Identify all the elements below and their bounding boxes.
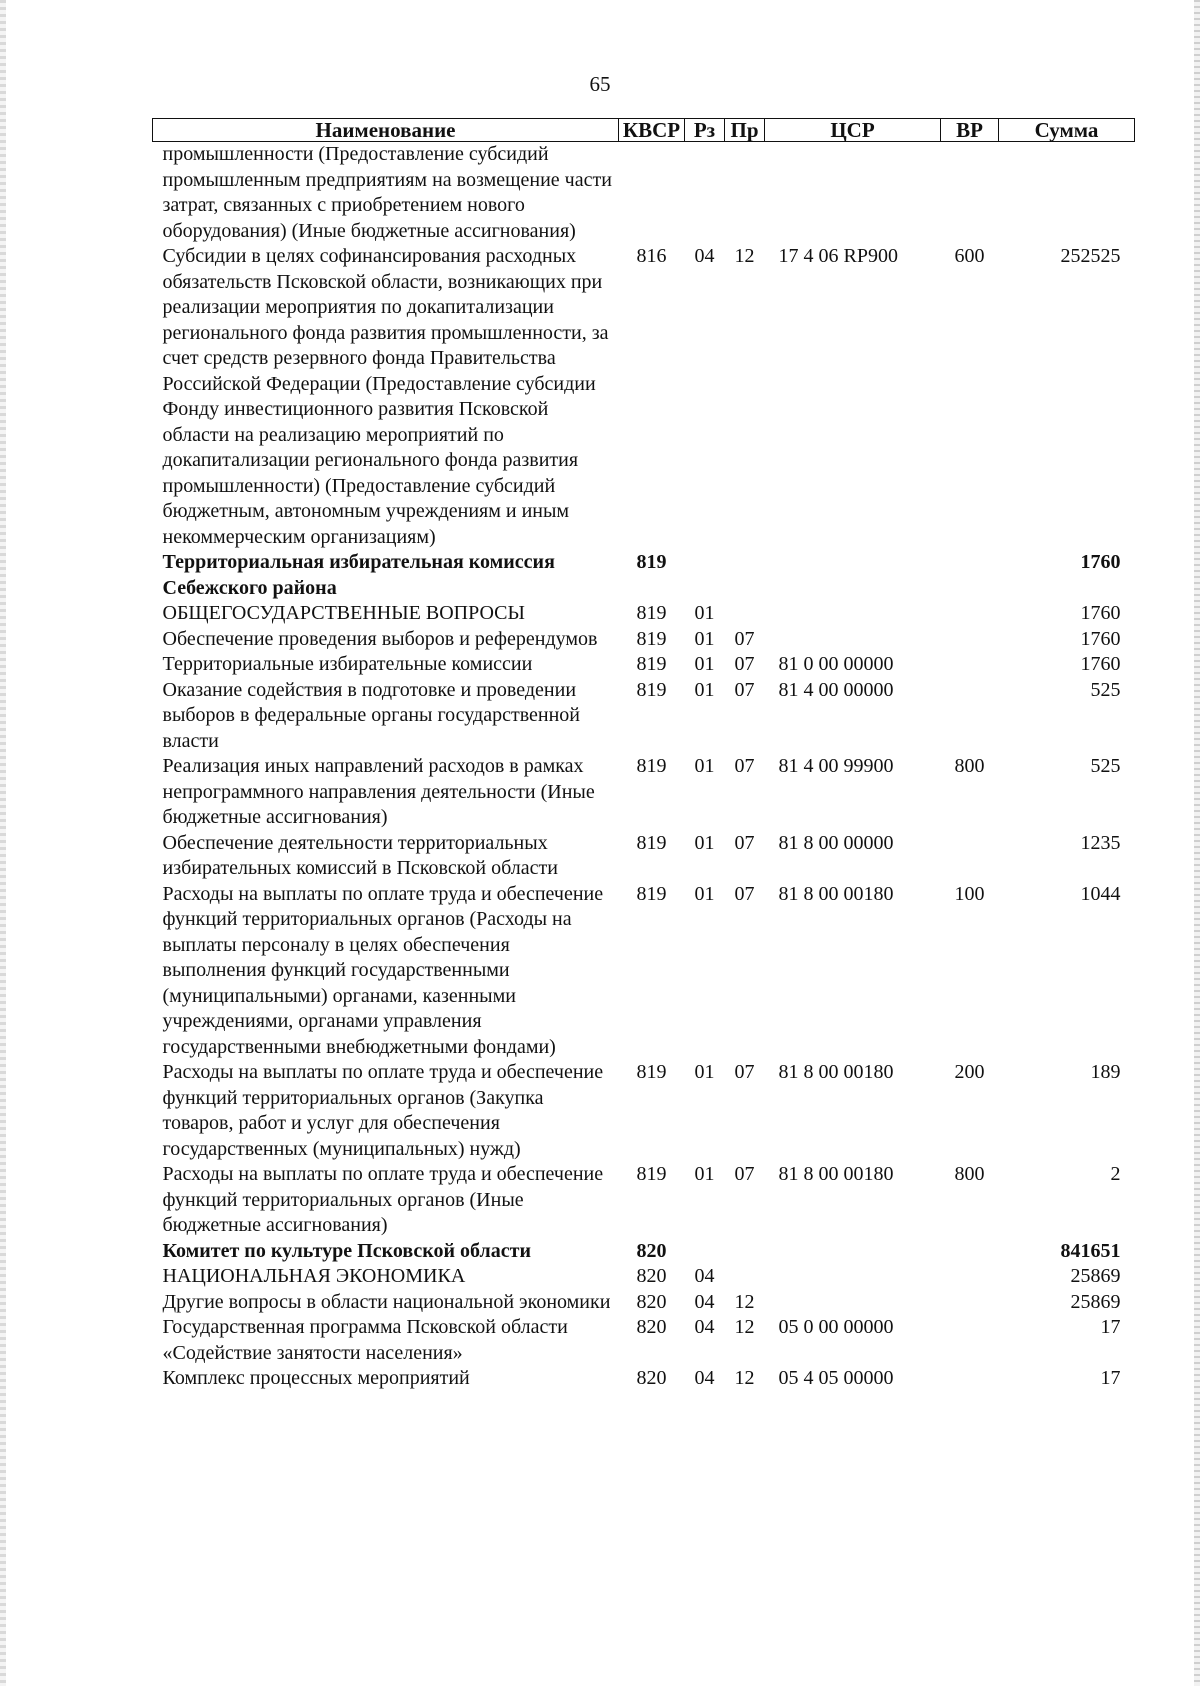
row-rz: 04	[694, 1367, 715, 1389]
row-kvsr: 820	[636, 1290, 667, 1313]
row-sum: 525	[1090, 755, 1121, 777]
page-number: 65	[589, 72, 611, 96]
row-vr	[941, 601, 999, 627]
row-rz: 04	[694, 1316, 715, 1338]
row-name: Комитет по культуре Псковской области	[162, 1239, 532, 1262]
table-row	[153, 142, 1135, 245]
row-name: Субсидии в целях софинансирования расходных обязательств Псковской области, возникающих при реализации мероприятия по докапитализации регионального фонда развития промышленности, за счет средств резервного фонда Правительства Российской Федерации (Предоставление субсидии Фонду инвестиционного развития Псковской области на реализацию мероприятий по докапитализации регионального фонда развития промышленности) (Предоставление субсидий бюджетным, автономным учреждениям и иным некоммерческим организациям)	[162, 245, 609, 548]
table-row	[153, 1162, 1135, 1239]
row-sum	[999, 142, 1135, 245]
row-rz: 01	[694, 602, 715, 624]
table-row	[153, 1290, 1135, 1316]
row-csr	[765, 1290, 941, 1316]
table-row	[153, 601, 1135, 627]
row-kvsr: 820	[636, 1265, 667, 1287]
table-row	[153, 831, 1135, 882]
row-name: Территориальная избирательная комиссия Себежского района	[162, 551, 555, 599]
row-rz: 04	[694, 245, 715, 267]
row-kvsr: 819	[636, 627, 667, 650]
row-name: Другие вопросы в области национальной экономики	[162, 1290, 611, 1313]
row-vr	[941, 831, 999, 882]
row-pr: 12	[734, 1290, 755, 1313]
row-sum: 1760	[1080, 602, 1121, 624]
row-vr: 200	[954, 1061, 985, 1083]
row-vr	[941, 652, 999, 678]
row-csr	[765, 550, 941, 601]
row-kvsr: 819	[636, 1061, 667, 1083]
row-sum: 252525	[1060, 245, 1121, 267]
table-row	[153, 882, 1135, 1061]
row-csr	[765, 601, 941, 627]
row-vr	[941, 1315, 999, 1366]
row-pr: 07	[734, 1061, 755, 1083]
table-row	[153, 1315, 1135, 1366]
row-csr: 81 4 00 00000	[778, 678, 894, 701]
scan-edge-left	[0, 0, 6, 1686]
row-kvsr: 819	[636, 882, 667, 905]
row-sum: 25869	[1070, 1290, 1121, 1313]
table-row	[153, 754, 1135, 831]
row-vr	[941, 142, 999, 245]
row-rz	[685, 550, 725, 601]
row-kvsr: 819	[636, 755, 667, 777]
row-rz	[685, 142, 725, 245]
row-name: Расходы на выплаты по оплате труда и обеспечение функций территориальных органов (Иные бюджетные ассигнования)	[162, 1163, 604, 1236]
row-sum: 2	[1110, 1163, 1121, 1185]
row-vr	[941, 627, 999, 653]
table-row	[153, 627, 1135, 653]
row-rz	[685, 1239, 725, 1265]
table-row	[153, 678, 1135, 755]
row-name: Оказание содействия в подготовке и проведении выборов в федеральные органы государственной власти	[162, 678, 580, 752]
row-name: Территориальные избирательные комиссии	[162, 653, 533, 675]
table-row	[153, 244, 1135, 550]
row-kvsr: 819	[636, 551, 667, 573]
row-vr: 800	[954, 755, 985, 777]
row-name: ОБЩЕГОСУДАРСТВЕННЫЕ ВОПРОСЫ	[162, 602, 525, 624]
row-pr	[725, 550, 765, 601]
row-vr: 100	[954, 882, 985, 905]
row-rz: 01	[694, 627, 715, 650]
row-rz: 01	[694, 831, 715, 854]
row-name: Обеспечение проведения выборов и референдумов	[162, 627, 598, 650]
row-kvsr: 820	[636, 1239, 667, 1262]
row-pr: 12	[734, 1316, 755, 1338]
row-sum: 17	[1100, 1316, 1121, 1338]
row-vr	[941, 1366, 999, 1392]
column-header-pr: Пр	[725, 119, 765, 142]
row-csr: 81 8 00 00180	[778, 1061, 894, 1083]
table-row	[153, 1060, 1135, 1162]
row-csr: 17 4 06 RP900	[778, 245, 898, 267]
row-pr: 07	[734, 1163, 755, 1185]
row-csr: 05 4 05 00000	[778, 1367, 894, 1389]
row-kvsr: 819	[636, 678, 667, 701]
row-sum: 25869	[1070, 1265, 1121, 1287]
row-name: Расходы на выплаты по оплате труда и обеспечение функций территориальных органов (Закупка товаров, работ и услуг для обеспечения государственных (муниципальных) нужд)	[162, 1061, 604, 1160]
row-name: Расходы на выплаты по оплате труда и обеспечение функций территориальных органов (Расходы на выплаты персоналу в целях обеспечения выполнения функций государственными (муниципальными) органами, казенными учреждениями, органами управления государственными внебюджетными фондами)	[162, 882, 604, 1058]
row-pr: 07	[734, 678, 755, 701]
row-vr: 800	[954, 1163, 985, 1185]
row-name: промышленности (Предоставление субсидий промышленным предприятиям на возмещение части затрат, связанных с приобретением нового оборудования) (Иные бюджетные ассигнования)	[162, 143, 612, 242]
row-kvsr: 819	[636, 602, 667, 624]
row-name: Комплекс процессных мероприятий	[162, 1367, 470, 1389]
row-sum: 1760	[1080, 551, 1121, 573]
row-sum: 1044	[1080, 882, 1121, 905]
row-vr	[941, 678, 999, 755]
column-header-vr: ВР	[941, 119, 999, 142]
row-csr	[765, 142, 941, 245]
row-csr: 05 0 00 00000	[778, 1316, 894, 1338]
row-rz: 01	[694, 653, 715, 675]
row-pr	[725, 601, 765, 627]
column-header-csr: ЦСР	[765, 119, 941, 142]
row-kvsr: 820	[636, 1367, 667, 1389]
row-sum: 189	[1090, 1061, 1121, 1083]
row-pr: 12	[734, 245, 755, 267]
row-sum: 1235	[1080, 831, 1121, 854]
row-name: Государственная программа Псковской области «Содействие занятости населения»	[162, 1316, 568, 1364]
row-pr: 07	[734, 627, 755, 650]
row-pr: 07	[734, 653, 755, 675]
row-rz: 01	[694, 755, 715, 777]
row-kvsr: 819	[636, 653, 667, 675]
row-name: НАЦИОНАЛЬНАЯ ЭКОНОМИКА	[162, 1265, 466, 1287]
table-row	[153, 1239, 1135, 1265]
row-csr: 81 8 00 00180	[778, 882, 894, 905]
column-header-sum: Сумма	[999, 119, 1135, 142]
table-row	[153, 1366, 1135, 1392]
row-rz: 01	[694, 1061, 715, 1083]
row-kvsr: 819	[636, 831, 667, 854]
row-rz: 01	[694, 678, 715, 701]
row-pr: 07	[734, 755, 755, 777]
row-sum: 17	[1100, 1367, 1121, 1389]
row-kvsr: 816	[636, 245, 667, 267]
budget-table	[152, 118, 1135, 1392]
row-csr	[765, 627, 941, 653]
row-csr	[765, 1239, 941, 1265]
row-vr	[941, 1264, 999, 1290]
row-rz: 04	[694, 1265, 715, 1287]
row-csr: 81 0 00 00000	[778, 653, 894, 675]
row-sum: 1760	[1080, 653, 1121, 675]
row-sum: 841651	[1060, 1239, 1121, 1262]
row-csr: 81 4 00 99900	[778, 755, 894, 777]
table-row	[153, 550, 1135, 601]
row-name: Реализация иных направлений расходов в рамках непрограммного направления деятельности (Иные бюджетные ассигнования)	[162, 755, 595, 828]
table-header-row	[153, 119, 1135, 142]
column-header-name: Наименование	[153, 119, 619, 142]
row-kvsr: 820	[636, 1316, 667, 1338]
column-header-kvsr: КВСР	[619, 119, 685, 142]
scan-edge-right	[1194, 0, 1200, 1686]
row-csr: 81 8 00 00000	[778, 831, 894, 854]
row-csr: 81 8 00 00180	[778, 1163, 894, 1185]
row-sum: 1760	[1080, 627, 1121, 650]
row-vr	[941, 550, 999, 601]
row-vr	[941, 1290, 999, 1316]
row-pr: 12	[734, 1367, 755, 1389]
column-header-rz: Рз	[685, 119, 725, 142]
row-pr	[725, 1239, 765, 1265]
row-pr: 07	[734, 831, 755, 854]
row-pr	[725, 1264, 765, 1290]
row-csr	[765, 1264, 941, 1290]
row-kvsr: 819	[636, 1163, 667, 1185]
row-rz: 01	[694, 1163, 715, 1185]
row-pr	[725, 142, 765, 245]
row-kvsr	[619, 142, 685, 245]
table-row	[153, 1264, 1135, 1290]
row-rz: 04	[694, 1290, 715, 1313]
table-body	[153, 142, 1135, 1392]
row-sum: 525	[1090, 678, 1121, 701]
row-pr: 07	[734, 882, 755, 905]
row-vr: 600	[954, 245, 985, 267]
row-vr	[941, 1239, 999, 1265]
table-row	[153, 652, 1135, 678]
row-rz: 01	[694, 882, 715, 905]
row-name: Обеспечение деятельности территориальных избирательных комиссий в Псковской области	[162, 831, 558, 879]
